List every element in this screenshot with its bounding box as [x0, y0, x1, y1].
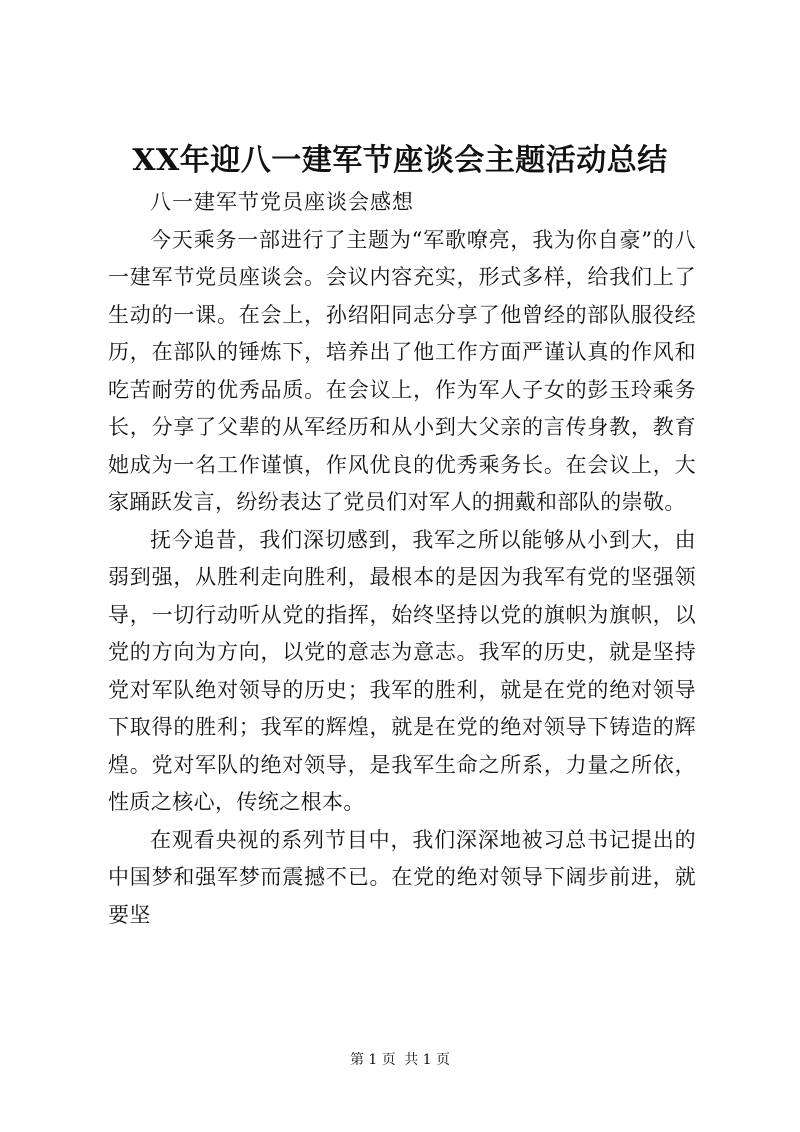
- body-paragraph-2: 抚今追昔，我们深切感到，我军之所以能够从小到大，由弱到强，从胜利走向胜利，最根本的是因为我军有党的坚强领导，一切行动听从党的指挥，始终坚持以党的旗帜为旗帜，以党的方向为方向，以党的意志为意志。我军的历史，就是坚持党对军队绝对领导的历史；我军的胜利，就是在党的绝对领导下取得的胜利；我军的辉煌，就是在党的绝对领导下铸造的辉煌。党对军队的绝对领导，是我军生命之所系，力量之所依，性质之核心，传统之根本。: [108, 527, 696, 814]
- page-total: 共 1 页: [404, 1052, 451, 1068]
- page-number: 第 1 页: [349, 1052, 396, 1068]
- page-footer: [0, 1050, 800, 1070]
- body-paragraph-3: 在观看央视的系列节目中，我们深深地被习总书记提出的中国梦和强军梦而震撼不已。在党的绝对领导下阔步前进，就要坚: [108, 827, 696, 927]
- document-title: XX年迎八一建军节座谈会主题活动总结: [132, 143, 668, 178]
- body-paragraph-1: 今天乘务一部进行了主题为“军歌嘹亮，我为你自豪”的八一建军节党员座谈会。会议内容充实，形式多样，给我们上了生动的一课。在会上，孙绍阳同志分享了他曾经的部队服役经历，在部队的锤炼下，培养出了他工作方面严谨认真的作风和吃苦耐劳的优秀品质。在会议上，作为军人子女的彭玉玲乘务长，分享了父辈的从军经历和从小到大父亲的言传身教，教育她成为一名工作谨慎，作风优良的优秀乘务长。在会议上，大家踊跃发言，纷纷表达了党员们对军人的拥戴和部队的崇敬。: [108, 227, 696, 514]
- document-body: [108, 184, 696, 934]
- document-subtitle: 八一建军节党员座谈会感想: [150, 190, 414, 214]
